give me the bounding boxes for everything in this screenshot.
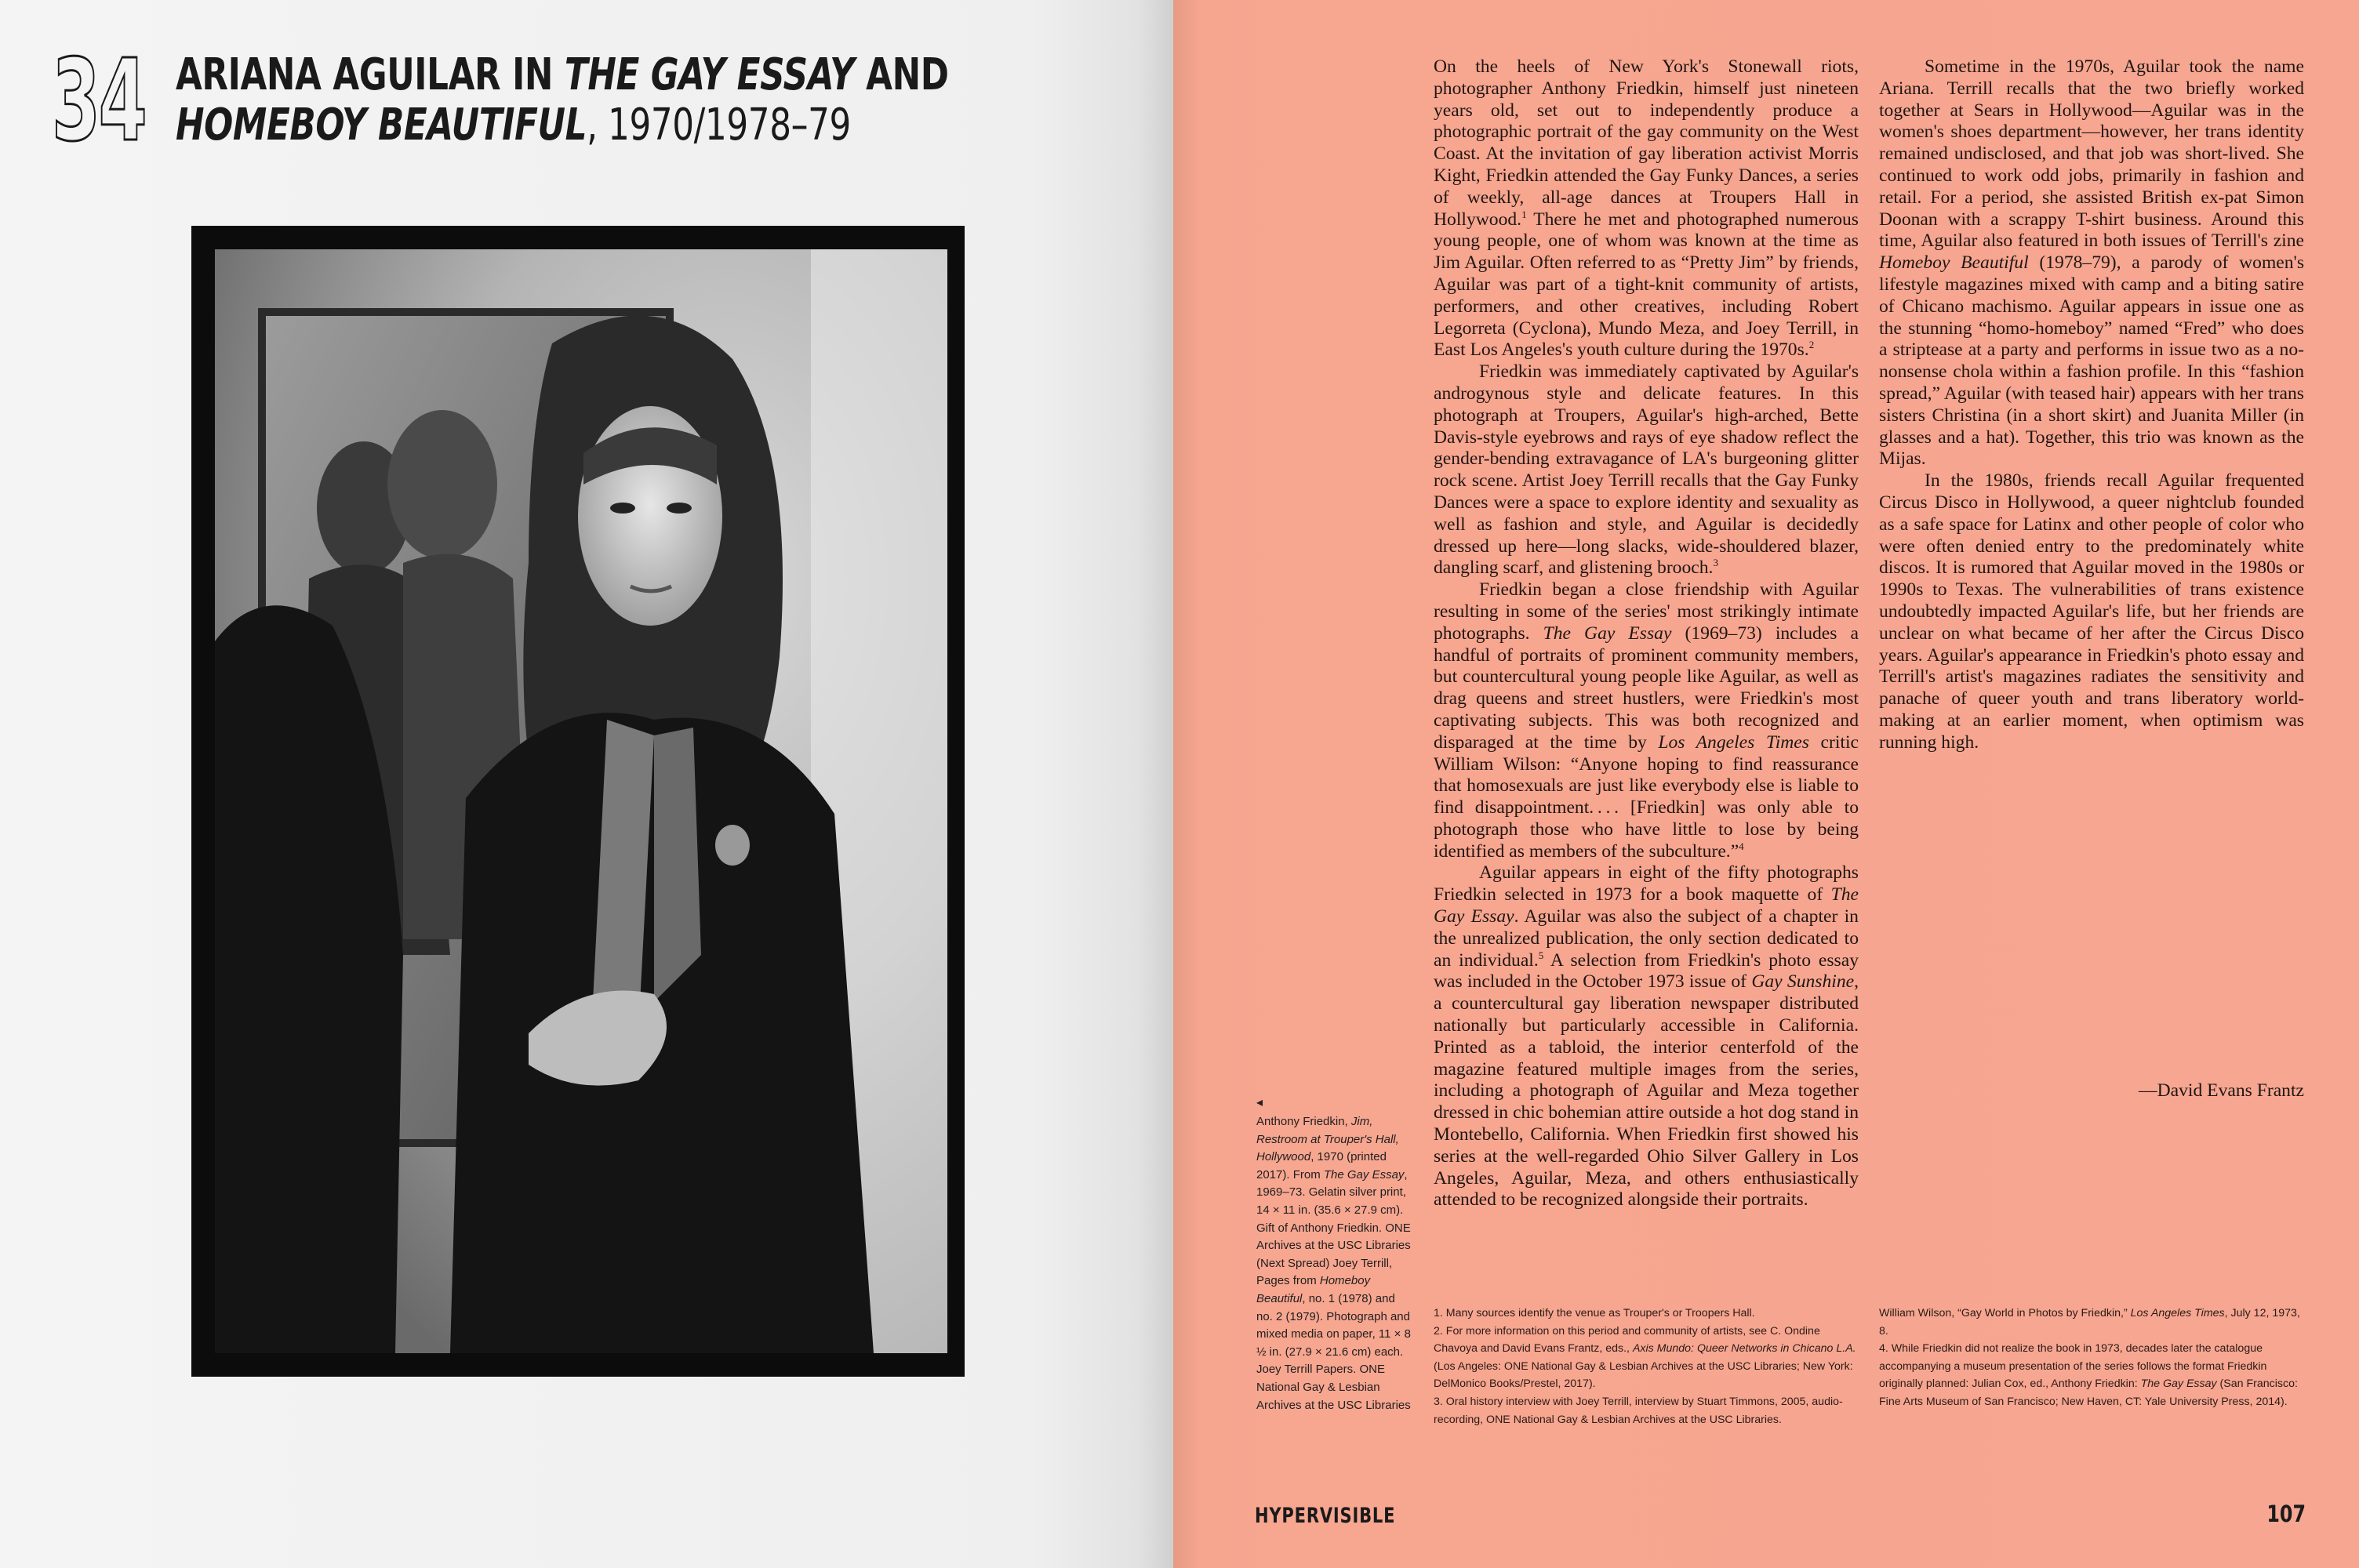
p6-text-a: In the 1980s, friends recall Aguilar frequented Circus Disco in Hollywood, a queer nightclub founded as a safe space for Latinx and other people of color who were often denied entry to the predominately white discos. It is rumored that Aguilar moved in the 1980s or 1990s to Texas. The vulnerabilities of trans existence undoubtedly impacted Aguilar's life, but her friends are unclear on what became of her after the Circus Disco years. Aguilar's appearance in Friedkin's photo essay and Terrill's artist's magazines radiates the sensitivity and panache of queer youth and trans liberatory world-making at an earlier moment, when optimism was running high.	[1879, 470, 2304, 753]
p3-italic-2: Los Angeles Times	[1658, 731, 1809, 753]
running-footer-title: HYPERVISIBLE	[1255, 1504, 1396, 1528]
p3-text-c: critic William Wilson: “Anyone hoping to find reassurance that homosexuals are just like everybody else is liable to find disappointment. . . . [Friedkin] was only able to photograph those who have little to lose by being identified as members of the subculture.”	[1434, 731, 1859, 862]
caption-details-1: , 1970 (printed 2017). From	[1256, 1150, 1387, 1181]
p4-text-d: , a countercultural gay liberation newspaper distributed nationally but particularly accessible in California. Printed as a tabloid, the interior centerfold of the magazine featured multiple images from the series, including a photograph of Aguilar and Meza together dressed in chic bohemian attire outside a hot dog stand in Montebello, California. When Friedkin first showed his series at the well-regarded Ohio Silver Gallery in Los Angeles, Aguilar, Meza, and others enthusiastically attended to be recognized alongside their portraits.	[1434, 971, 1859, 1210]
footnote-2-text-b: (Los Angeles: ONE National Gay & Lesbian Archives at the USC Libraries; New York: DelMonico Books/Prestel, 2017).	[1434, 1359, 1853, 1391]
page-number: 107	[2266, 1501, 2306, 1527]
caption-series-title: The Gay Essay	[1323, 1167, 1405, 1181]
p3-text-a: Friedkin began a close friendship with Aguilar resulting in some of the series' most strikingly intimate photographs.	[1434, 579, 1859, 644]
essay-paragraph-1	[1434, 56, 1859, 361]
title-part-2: THE GAY ESSAY	[564, 49, 855, 100]
caption-work-title: Jim, Restroom at Trouper's Hall, Hollywood	[1256, 1115, 1399, 1164]
essay-column-2	[1879, 56, 2304, 754]
title-part-3: AND	[854, 49, 949, 100]
p5-text-b: (1978–79), a parody of women's lifestyle magazines mixed with camp and a biting satire of Chicano machismo. Aguilar appears in issue one as the stunning “homo-homeboy” named “Fred” who does a striptease at a party and performs in issue two as a no-nonsense chola within a fashion profile. In this “fashion spread,” Aguilar (with teased hair) appears with her trans sisters Christina (in a short skirt) and Juanita Miller (in glasses and a hat). Together, this trio was known as the Mijas.	[1879, 252, 2304, 470]
p2-text-a: Friedkin was immediately captivated by Aguilar's androgynous style and delicate features. In this photograph at Troupers, Aguilar's high-arched, Bette Davis-style eyebrows and rays of eye shadow reflect the gender-bending extravagance of LA's burgeoning glitter rock scene. Artist Joey Terrill recalls that the Gay Funky Dances were a space to explore identity and sexuality as well as fashion and style, and Aguilar is decidedly dressed up here—long slacks, wide-shouldered blazer, dangling scarf, and glistening brooch.	[1434, 361, 1859, 579]
footnote-ref-3: 3	[1713, 557, 1718, 569]
p4-text-b: . Aguilar was also the subject of a chapter in the unrealized publication, the only section dedicated to an individual.	[1434, 906, 1859, 971]
p3-text-b: (1969–73) includes a handful of portraits of prominent community members, but countercultural young people like Aguilar, as well as drag queens and street hustlers, were Friedkin's most captivating subjects. This was both recognized and disparaged at the time by	[1434, 622, 1859, 753]
footnote-4-italic: The Gay Essay	[2140, 1377, 2217, 1391]
caption-details-2: , 1969–73. Gelatin silver print, 14 × 11 in. (35.6 × 27.9 cm). Gift of Anthony Friedkin. ONE Archives at the USC Libraries (Next Spread) Joey Terrill, Pages from	[1256, 1167, 1411, 1288]
footnote-wilson-text-b: , July 12, 1973, 8.	[1879, 1307, 2300, 1338]
essay-paragraph-5	[1879, 56, 2304, 470]
title-part-1: ARIANA AGUILAR IN	[176, 49, 565, 100]
essay-column-1	[1434, 56, 1859, 1211]
title-dates: 1970/1978–79	[608, 100, 851, 151]
footnote-ref-5: 5	[1538, 949, 1544, 961]
caption-details-3: , no. 1 (1978) and no. 2 (1979). Photograph and mixed media on paper, 11 × 8 ½ in. (27.9 × 21.6 cm) each. Joey Terrill Papers. ONE National Gay & Lesbian Archives at the USC Libraries	[1256, 1291, 1411, 1412]
footnote-1: 1. Many sources identify the venue as Trouper's or Troopers Hall.	[1434, 1307, 1755, 1319]
entry-title	[176, 49, 949, 151]
p1-text-b: There he met and photographed numerous young people, one of whom was known at the time as Jim Aguilar. Often referred to as “Pretty Jim” by friends, Aguilar was part of a tight-knit community of artists, performers, and other creatives, including Robert Legorreta (Cyclona), Mundo Meza, and Joey Terrill, in East Los Angeles's youth culture during the 1970s.	[1434, 209, 1859, 361]
entry-number: 34	[52, 34, 146, 166]
footnote-4	[1879, 1340, 2303, 1410]
author-signature: —David Evans Frantz	[2139, 1080, 2304, 1101]
p5-italic-1: Homeboy Beautiful	[1879, 252, 2029, 274]
footnote-4-text-a: 4. While Friedkin did not realize the book in 1973, decades later the catalogue accompanying a museum presentation of the series follows the format Friedkin originally planned: Julian Cox, ed., Anthony Friedkin:	[1879, 1342, 2267, 1391]
footnotes-column-2	[1879, 1305, 2303, 1411]
photograph-illustration	[215, 249, 947, 1353]
footnotes-column-1	[1434, 1305, 1857, 1428]
essay-paragraph-2	[1434, 361, 1859, 579]
title-part-4: HOMEBOY BEAUTIFUL	[176, 100, 587, 151]
p3-italic-1: The Gay Essay	[1543, 622, 1672, 644]
p4-text-a: Aguilar appears in eight of the fifty photographs Friedkin selected in 1973 for a book maquette of	[1434, 862, 1859, 906]
essay-paragraph-3	[1434, 579, 1859, 862]
footnote-ref-1: 1	[1521, 208, 1527, 220]
p4-italic-1: The Gay Essay	[1434, 884, 1859, 927]
p5-text-a: Sometime in the 1970s, Aguilar took the name Ariana. Terrill recalls that the two briefly worked together at Sears in Hollywood—Aguilar was in the women's shoes department—however, her trans identity remained undisclosed, and that job was short-lived. She continued to work odd jobs, primarily in fashion and retail. For a period, she assisted British ex-pat Simon Doonan with a scrappy T-shirt business. Around this time, Aguilar also featured in both issues of Terrill's zine	[1879, 56, 2304, 252]
footnote-wilson-italic: Los Angeles Times	[2130, 1307, 2225, 1319]
title-part-5: ,	[587, 100, 609, 151]
photograph-print	[191, 226, 965, 1377]
footnote-ref-2: 2	[1808, 339, 1815, 351]
footnote-wilson	[1879, 1305, 2303, 1340]
footnote-2-italic: Axis Mundo: Queer Networks in Chicano L.A.	[1632, 1342, 1856, 1356]
footnote-3: 3. Oral history interview with Joey Terrill, interview by Stuart Timmons, 2005, audio-recording, ONE National Gay & Lesbian Archives at the USC Libraries.	[1434, 1395, 1843, 1426]
footnote-2-text-a: 2. For more information on this period and community of artists, see C. Ondine Chavoya and David Evans Frantz, eds.,	[1434, 1324, 1820, 1356]
caption-zine-title: Homeboy Beautiful	[1256, 1274, 1371, 1305]
footnote-wilson-text-a: William Wilson, “Gay World in Photos by Friedkin,”	[1879, 1307, 2131, 1319]
p1-text-a: On the heels of New York's Stonewall riots, photographer Anthony Friedkin, himself just nineteen years old, set out to independently produce a photographic portrait of the gay community on the West Coast. At the invitation of gay liberation activist Morris Kight, Friedkin attended the Gay Funky Dances, a series of weekly, all-age dances at Troupers Hall in Hollywood.	[1434, 56, 1859, 230]
photograph	[215, 249, 947, 1353]
caption-arrow-icon: ◂	[1256, 1096, 1263, 1109]
footnote-ref-4: 4	[1739, 840, 1744, 852]
p4-text-c: A selection from Friedkin's photo essay was included in the October 1973 issue of	[1434, 949, 1859, 993]
p4-italic-2: Gay Sunshine	[1751, 971, 1855, 993]
essay-paragraph-4	[1434, 862, 1859, 1211]
caption-author: Anthony Friedkin,	[1256, 1115, 1351, 1128]
footnote-2	[1434, 1323, 1857, 1393]
photo-caption	[1256, 1113, 1413, 1414]
footnote-4-text-b: (San Francisco: Fine Arts Museum of San Francisco; New Haven, CT: Yale University Press, 2014).	[1879, 1377, 2298, 1408]
essay-paragraph-6	[1879, 470, 2304, 753]
